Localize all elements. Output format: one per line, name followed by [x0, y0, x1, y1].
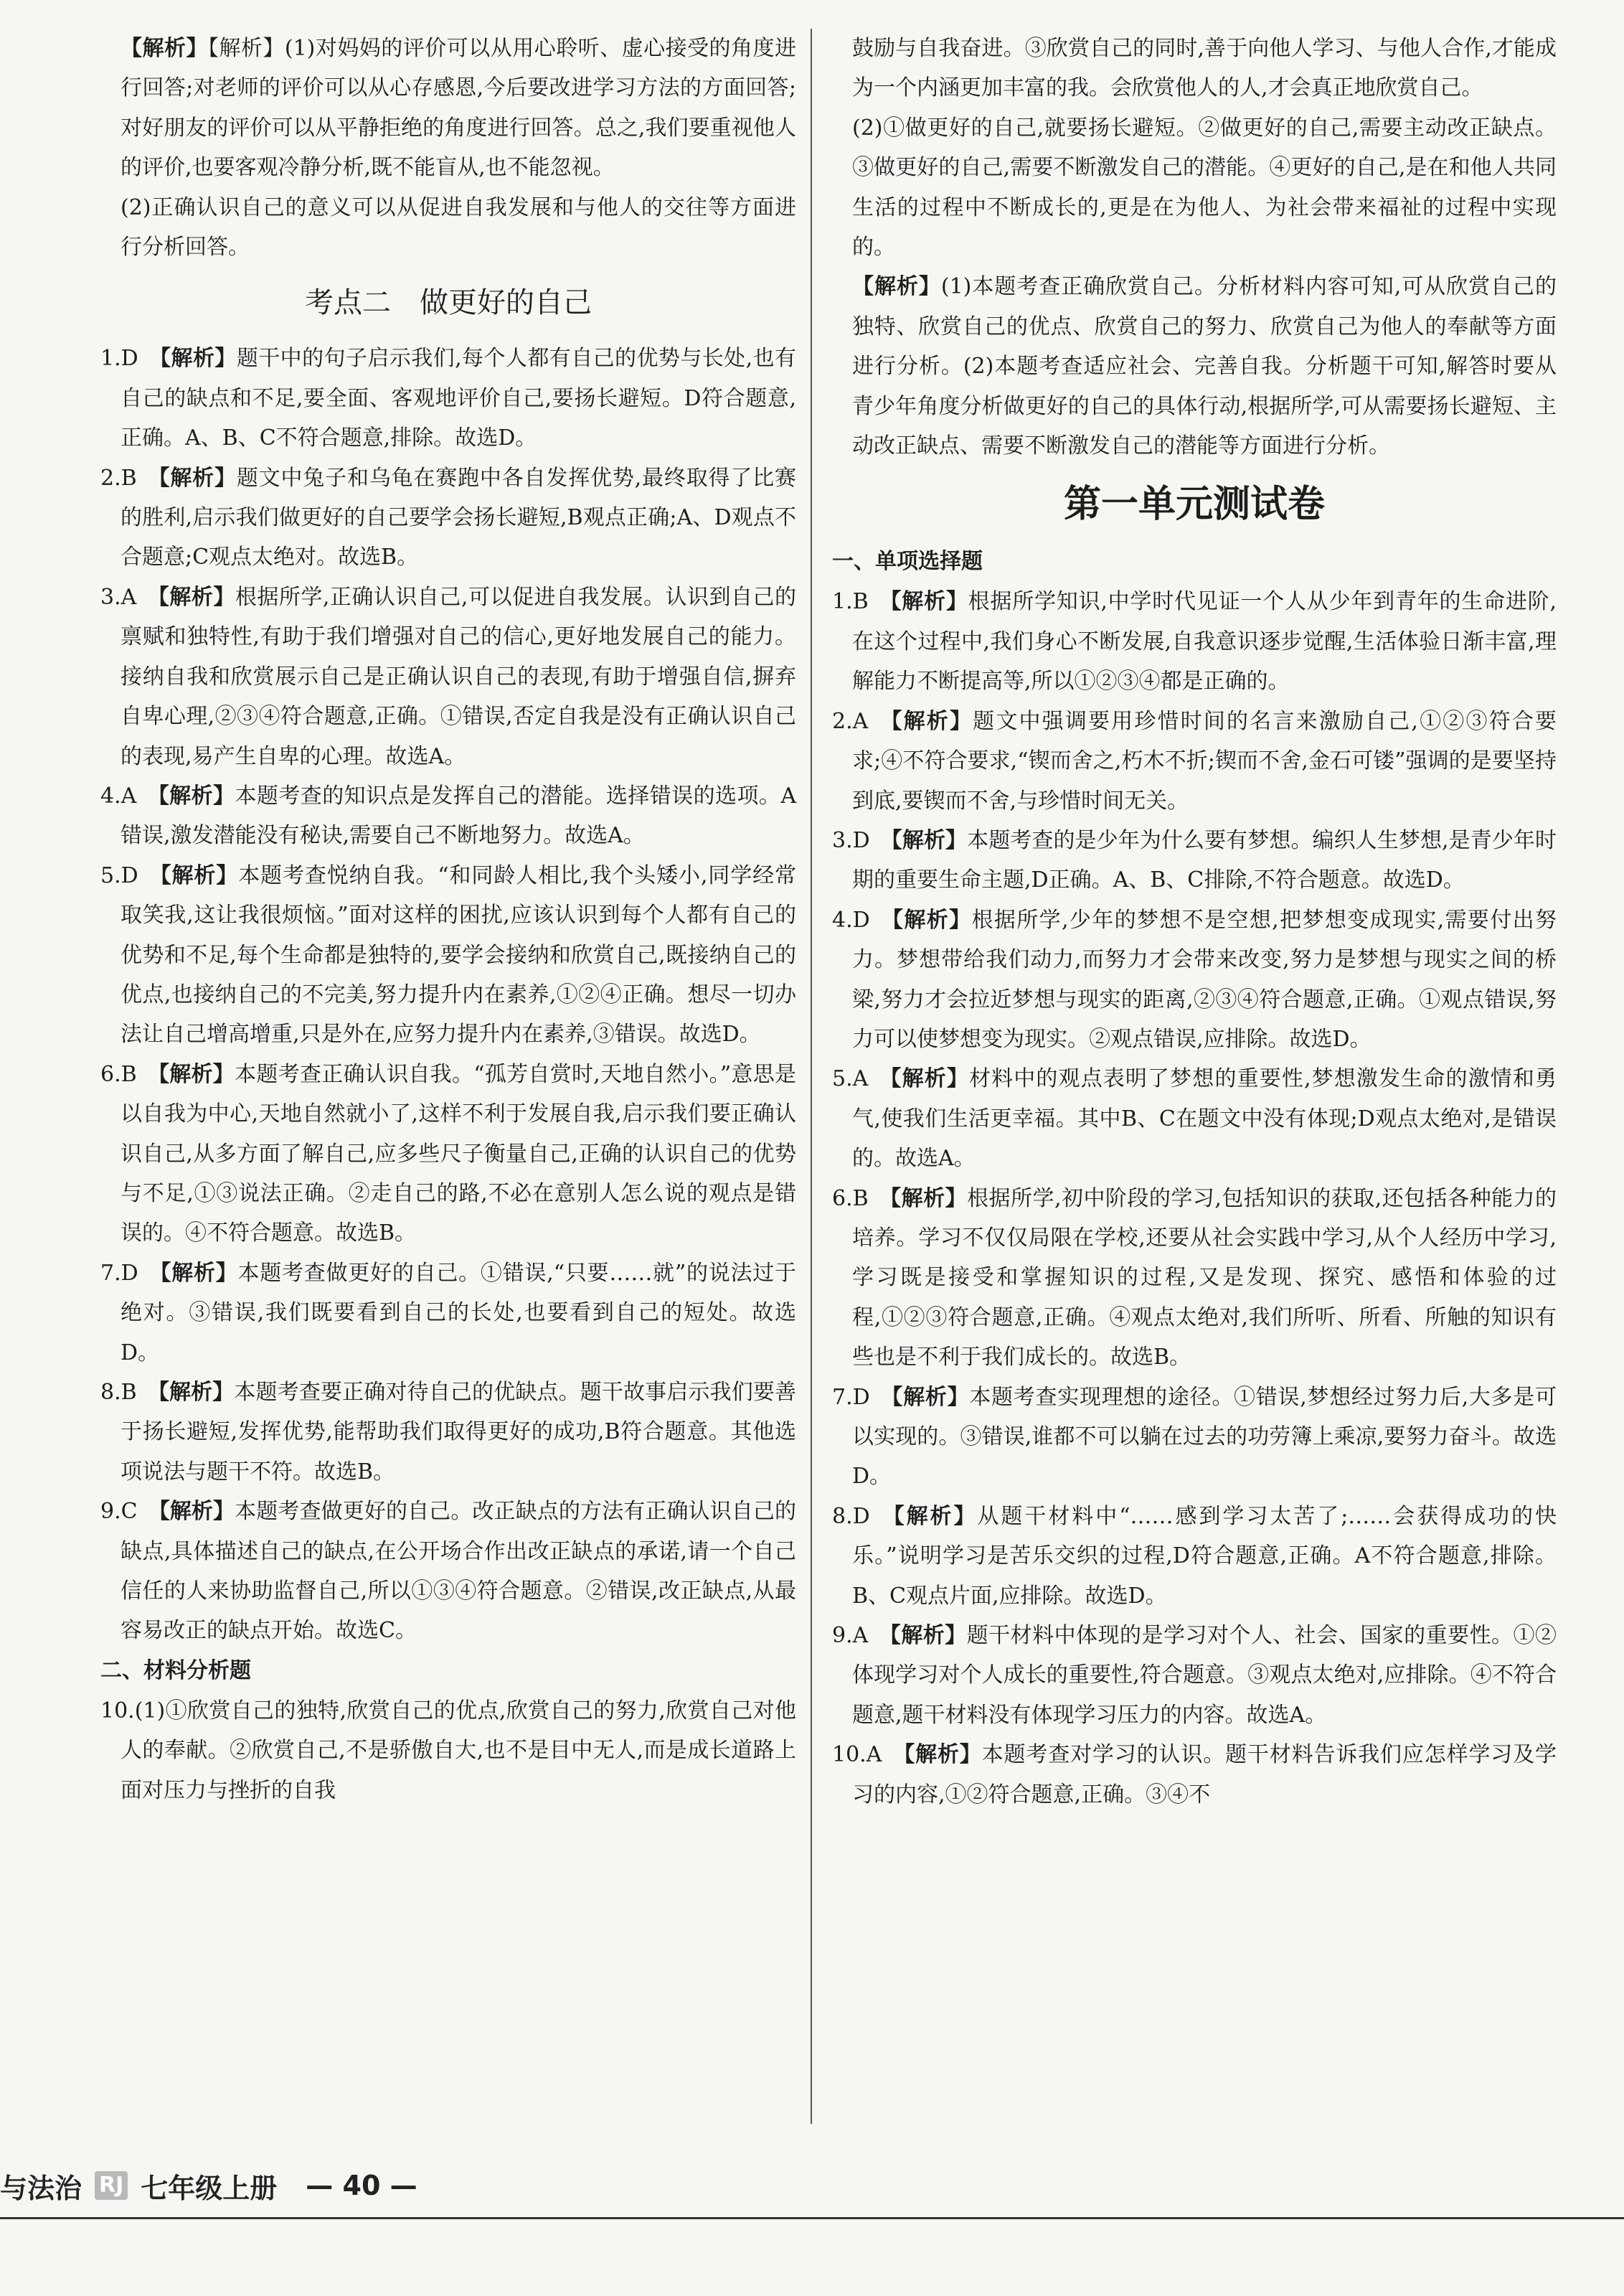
- answer-text: 题文中兔子和乌龟在赛跑中各自发挥优势,最终取得了比赛的胜利,启示我们做更好的自己要学会扬长避短,B观点正确;A、D观点不合题意;C观点太绝对。故选B。: [121, 465, 796, 570]
- part1-heading: 一、单项选择题: [832, 549, 983, 575]
- analysis-tag: 【解析】: [880, 1384, 970, 1410]
- answer-text: 本题考查实现理想的途径。①错误,梦想经过努力后,大多是可以实现的。③错误,谁都不可以躺在过去的功劳簿上乘凉,要努力奋斗。故选D。: [852, 1384, 1557, 1490]
- q10-part2: (2)①做更好的自己,就要扬长避短。②做更好的自己,需要主动改正缺点。③做更好的自己,需要不断激发自己的潜能。④更好的自己,是在和他人共同生活的过程中不断成长的,更是在为他人、为社会带来福祉的过程中实现的。: [852, 115, 1557, 260]
- part2-heading: 二、材料分析题: [100, 1657, 251, 1683]
- answer-item: [832, 1616, 1557, 1735]
- analysis-tag: 【解析】: [148, 346, 237, 372]
- analysis-tag: 【解析】: [892, 1742, 982, 1768]
- answer-number: 1.D: [100, 346, 138, 372]
- answer-text: 根据所学,初中阶段的学习,包括知识的获取,还包括各种能力的培养。学习不仅仅局限在学校,还要从社会实践中学习,从个人经历中学习,学习既是接受和掌握知识的过程,又是发现、探究、感悟和体验的过程,①②③符合题意,正确。④观点太绝对,我们所听、所看、所触的知识有些也是不利于我们成长的。故选B。: [852, 1185, 1557, 1370]
- answer-text: 题干材料中体现的是学习对个人、社会、国家的重要性。①②体现学习对个人成长的重要性,符合题意。③观点太绝对,应排除。④不符合题意,题干材料没有体现学习压力的内容。故选A。: [852, 1623, 1557, 1728]
- answer-item: [832, 1059, 1557, 1178]
- q10-analysis-text: (1)本题考查正确欣赏自己。分析材料内容可知,可从欣赏自己的独特、欣赏自己的优点、欣赏自己的努力、欣赏自己为他人的奉献等方面进行分析。(2)本题考查适应社会、完善自我。分析题干可知,解答时要从青少年角度分析做更好的自己的具体行动,根据所学,可从需要扬长避短、主动改正缺点、需要不断激发自己的潜能等方面进行分析。: [852, 274, 1557, 459]
- answer-text: 本题考查正确认识自我。“孤芳自赏时,天地自然小。”意思是以自我为中心,天地自然就小了,这样不利于发展自我,启示我们要正确认识自己,从多方面了解自己,应多些尺子衡量自己,正确的认识自己的优势与不足,①③说法正确。②走自己的路,不必在意别人怎么说的观点是错误的。④不符合题意。故选B。: [121, 1061, 797, 1246]
- intro-paragraph-1: [100, 29, 796, 188]
- answer-text: 根据所学,正确认识自己,可以促进自我发展。认识到自己的禀赋和独特性,有助于我们增强对自己的信心,更好地发展自己的能力。接纳自我和欣赏展示自己是正确认识自己的表现,有助于增强自信,摒弃自卑心理,②③④符合题意,正确。①错误,否定自我是没有正确认识自己的表现,易产生自卑的心理。故选A。: [121, 584, 797, 769]
- answer-number: 9.C: [100, 1499, 138, 1525]
- answer-item: [100, 578, 796, 776]
- analysis-tag: 【解析】: [148, 1499, 235, 1525]
- answer-item: [832, 821, 1557, 900]
- answer-text: 根据所学知识,中学时代见证一个人从少年到青年的生命进阶,在这个过程中,我们身心不断发展,自我意识逐步觉醒,生活体验日渐丰富,理解能力不断提高等,所以①②③④都是正确的。: [852, 589, 1557, 695]
- answer-text: 本题考查的是少年为什么要有梦想。编织人生梦想,是青少年时期的重要生命主题,D正确。A、B、C排除,不符合题意。故选D。: [852, 827, 1557, 893]
- analysis-tag: 【解析】: [147, 465, 237, 491]
- answer-text: 本题考查做更好的自己。①错误,“只要……就”的说法过于绝对。③错误,我们既要看到自己的长处,也要看到自己的短处。故选D。: [121, 1260, 796, 1365]
- right-column: [832, 29, 1557, 1815]
- answer-number: 1.B: [832, 589, 869, 615]
- answer-text: 根据所学,少年的梦想不是空想,把梦想变成现实,需要付出努力。梦想带给我们动力,而努力才会带来改变,努力是梦想与现实之间的桥梁,努力才会拉近梦想与现实的距离,②③④符合题意,正确。①观点错误,努力可以使梦想变为现实。②观点错误,应排除。故选D。: [852, 907, 1557, 1052]
- answer-number: 4.A: [100, 783, 137, 809]
- q10-analysis: [832, 267, 1557, 466]
- answer-text: 本题考查的知识点是发挥自己的潜能。选择错误的选项。A错误,激发潜能没有秘诀,需要自己不断地努力。故选A。: [121, 783, 796, 849]
- continued-paragraph: 鼓励与自我奋进。③欣赏自己的同时,善于向他人学习、与他人合作,才能成为一个内涵更加丰富的我。会欣赏他人的人,才会真正地欣赏自己。: [852, 36, 1557, 101]
- answer-item: [832, 582, 1557, 701]
- answer-text: 本题考查对学习的认识。题干材料告诉我们应怎样学习及学习的内容,①②符合题意,正确。③④不: [852, 1742, 1557, 1807]
- answer-number: 6.B: [100, 1061, 137, 1087]
- left-column: [100, 29, 796, 1810]
- answer-number: 3.A: [100, 584, 137, 610]
- answer-item: [100, 458, 796, 578]
- answer-item: [832, 1735, 1557, 1815]
- left-answer-list: [100, 339, 796, 1650]
- answer-item: [100, 856, 796, 1055]
- section-title: 考点二 做更好的自己: [305, 286, 592, 320]
- answer-item: [832, 1179, 1557, 1378]
- answer-number: 8.D: [832, 1503, 870, 1529]
- answer-text: 本题考查做更好的自己。改正缺点的方法有正确认识自己的缺点,具体描述自己的缺点,在公开场合作出改正缺点的承诺,请一个自己信任的人来协助监督自己,所以①③④符合题意。②错误,改正缺点,从最容易改正的缺点开始。故选C。: [121, 1499, 797, 1644]
- analysis-tag: 【解析】: [147, 1380, 235, 1405]
- analysis-tag: 【解析】: [121, 36, 208, 61]
- analysis-tag: 【解析】: [879, 1066, 969, 1092]
- answer-item: [832, 702, 1557, 821]
- answer-item: [832, 900, 1557, 1060]
- answer-text: 本题考查要正确对待自己的优缺点。题干故事启示我们要善于扬长避短,发挥优势,能帮助我们取得更好的成功,B符合题意。其他选项说法与题干不符。故选B。: [121, 1380, 797, 1485]
- analysis-tag: 【解析】: [879, 589, 968, 615]
- question-10-answer: 10.(1)①欣赏自己的独特,欣赏自己的优点,欣赏自己的努力,欣赏自己对他人的奉献。②欣赏自己,不是骄傲自大,也不是目中无人,而是成长道路上面对压力与挫折的自我: [100, 1698, 796, 1803]
- answer-text: 从题干材料中“……感到学习太苦了;……会获得成功的快乐。”说明学习是苦乐交织的过程,D符合题意,正确。A不符合题意,排除。B、C观点片面,应排除。故选D。: [852, 1503, 1557, 1609]
- answer-text: 材料中的观点表明了梦想的重要性,梦想激发生命的激情和勇气,使我们生活更幸福。其中B、C在题文中没有体现;D观点太绝对,是错误的。故选A。: [852, 1066, 1557, 1172]
- analysis-tag: 【解析】: [148, 1260, 238, 1286]
- footer-grade: 七年级上册: [141, 2172, 278, 2204]
- answer-item: [832, 1378, 1557, 1497]
- answer-item: [832, 1497, 1557, 1616]
- analysis-tag: 【解析】: [879, 1623, 967, 1649]
- answer-text: 题干中的句子启示我们,每个人都有自己的优势与长处,也有自己的缺点和不足,要全面、客观地评价自己,要扬长避短。D符合题意,正确。A、B、C不符合题意,排除。故选D。: [121, 346, 796, 451]
- edition-badge: RJ: [95, 2171, 128, 2200]
- footer-subject: 与法治: [0, 2172, 82, 2204]
- analysis-tag: 【解析】: [147, 1061, 235, 1087]
- intro-text-1: 【解析】(1)对妈妈的评价可以从用心聆听、虚心接受的角度进行回答;对老师的评价可以从心存感恩,今后要改进学习方法的方面回答;对好朋友的评价可以从平静拒绝的角度进行回答。总之,我们要重视他人的评价,也要客观冷静分析,既不能盲从,也不能忽视。: [121, 36, 796, 181]
- analysis-tag: 【解析】: [879, 708, 973, 734]
- answer-number: 8.B: [100, 1380, 137, 1405]
- intro-paragraph-2: (2)正确认识自己的意义可以从促进自我发展和与他人的交往等方面进行分析回答。: [121, 194, 796, 260]
- analysis-tag: 【解析】: [147, 783, 235, 809]
- answer-number: 7.D: [100, 1260, 138, 1286]
- analysis-tag: 【解析】: [879, 1185, 968, 1211]
- analysis-tag: 【解析】: [880, 1503, 978, 1529]
- answer-item: [100, 1492, 796, 1651]
- answer-number: 7.D: [832, 1384, 870, 1410]
- answer-number: 2.A: [832, 708, 869, 734]
- answer-number: 3.D: [832, 827, 870, 853]
- unit-test-title: 第一单元测试卷: [1063, 482, 1325, 527]
- answer-item: [100, 776, 796, 856]
- answer-number: 9.A: [832, 1623, 869, 1649]
- answer-number: 4.D: [832, 907, 870, 933]
- answer-item: [100, 1055, 796, 1253]
- answer-item: [100, 1373, 796, 1492]
- page-number: — 40 —: [306, 2170, 417, 2201]
- answer-number: 10.A: [832, 1742, 882, 1768]
- column-divider: [811, 29, 812, 2124]
- answer-text: 本题考查悦纳自我。“和同龄人相比,我个头矮小,同学经常取笑我,这让我很烦恼。”面对这样的困扰,应该认识到每个人都有自己的优势和不足,每个生命都是独特的,要学会接纳和欣赏自己,既接纳自己的优点,也接纳自己的不完美,努力提升内在素养,①②④正确。想尽一切办法让自己增高增重,只是外在,应努力提升内在素养,③错误。故选D。: [121, 862, 796, 1048]
- answer-number: 5.D: [100, 862, 138, 888]
- analysis-tag: 【解析】: [852, 274, 941, 300]
- answer-number: 5.A: [832, 1066, 869, 1092]
- answer-text: 题文中强调要用珍惜时间的名言来激励自己,①②③符合要求;④不符合要求,“锲而舍之,朽木不折;锲而不舍,金石可镂”强调的是要坚持到底,要锲而不舍,与珍惜时间无关。: [852, 708, 1557, 814]
- answer-number: 6.B: [832, 1185, 869, 1211]
- answer-item: [100, 1253, 796, 1373]
- answer-number: 2.B: [100, 465, 137, 491]
- analysis-tag: 【解析】: [880, 907, 972, 933]
- analysis-tag: 【解析】: [147, 584, 235, 610]
- footer-rule: [0, 2217, 1624, 2219]
- analysis-tag: 【解析】: [880, 827, 968, 853]
- analysis-tag: 【解析】: [148, 862, 239, 888]
- page-footer: [0, 2160, 417, 2211]
- right-answer-list: [832, 582, 1557, 1815]
- answer-item: [100, 339, 796, 458]
